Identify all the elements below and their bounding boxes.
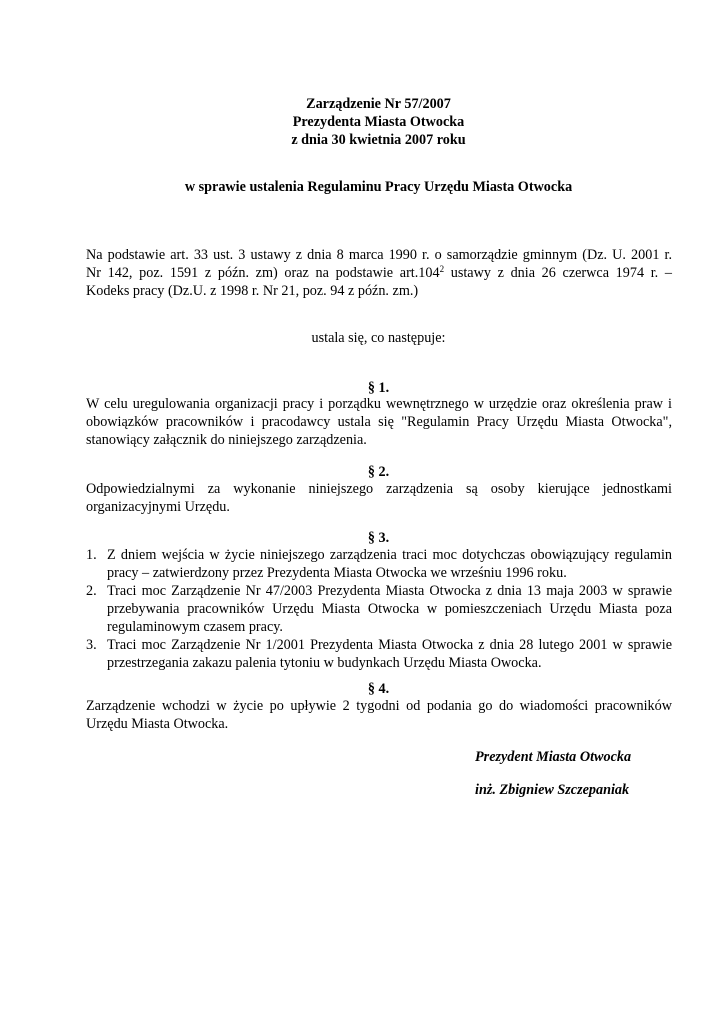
list-item xyxy=(86,636,672,672)
list-item-line: pracy – zatwierdzony przez Prezydenta Miasta Otwocka we wrześniu 1996 roku. xyxy=(107,565,567,581)
section-1-heading: § 1. xyxy=(367,380,390,396)
list-item-number: 1. xyxy=(86,547,97,563)
title-line-1: Zarządzenie Nr 57/2007 xyxy=(306,96,451,112)
section-4-body xyxy=(86,697,672,733)
list-item-number: 2. xyxy=(86,583,97,599)
section-3-heading: § 3. xyxy=(367,530,390,546)
section-1-line: obowiązków pracowników i pracodawcy ustala się "Regulamin Pracy Urzędu Miasta Otwocka", xyxy=(86,414,672,430)
list-item-number: 3. xyxy=(86,637,97,653)
preamble-line-1: Na podstawie art. 33 ust. 3 ustawy z dnia 8 marca 1990 r. o samorządzie gminnym (Dz. U. 2001 r. xyxy=(86,247,672,263)
signature-name: inż. Zbigniew Szczepaniak xyxy=(475,782,630,798)
list-item-line: przebywania pracowników Urzędu Miasta Otwocka w pomieszczeniach Urzędu Miasta poza xyxy=(107,601,672,617)
preamble-superscript: 2 xyxy=(439,264,445,274)
section-2-line: Odpowiedzialnymi za wykonanie niniejszego zarządzenia są osoby kierujące jednostkami xyxy=(86,481,672,497)
preamble-line-2-b: ustawy z dnia 26 czerwca 1974 r. – xyxy=(444,265,672,281)
document-subject: w sprawie ustalenia Regulaminu Pracy Urzędu Miasta Otwocka xyxy=(184,179,573,195)
section-4-heading: § 4. xyxy=(367,681,390,697)
preamble-line-3: Kodeks pracy (Dz.U. z 1998 r. Nr 21, poz. 94 z późn. zm.) xyxy=(86,283,419,299)
preamble-line-2 xyxy=(86,264,672,282)
section-2-line: organizacyjnymi Urzędu. xyxy=(86,499,230,515)
preamble xyxy=(86,246,672,300)
list-item xyxy=(86,546,672,582)
preamble-line-2-a: Nr 142, poz. 1591 z późn. zm) oraz na podstawie art.104 xyxy=(86,265,440,281)
list-item-line: Traci moc Zarządzenie Nr 47/2003 Prezydenta Miasta Otwocka z dnia 13 maja 2003 w sprawie xyxy=(107,583,672,599)
section-1-line: W celu uregulowania organizacji pracy i porządku wewnętrznego w urzędzie oraz określenia praw i xyxy=(86,396,672,412)
signature-title: Prezydent Miasta Otwocka xyxy=(475,749,632,765)
document-title xyxy=(86,95,671,149)
list-item xyxy=(86,582,672,636)
section-4-line: Urzędu Miasta Otwocka. xyxy=(86,716,229,732)
title-line-2: Prezydenta Miasta Otwocka xyxy=(292,114,465,130)
list-item-line: Traci moc Zarządzenie Nr 1/2001 Prezydenta Miasta Otwocka z dnia 28 lutego 2001 w sprawie xyxy=(107,637,672,653)
section-1-body xyxy=(86,395,672,449)
section-1-line: stanowiący załącznik do niniejszego zarządzenia. xyxy=(86,432,367,448)
title-line-3: z dnia 30 kwietnia 2007 roku xyxy=(291,132,466,148)
section-4-line: Zarządzenie wchodzi w życie po upływie 2 tygodni od podania go do wiadomości pracowników xyxy=(86,698,672,714)
section-2-heading: § 2. xyxy=(367,464,390,480)
section-2-body xyxy=(86,480,672,516)
section-3-list xyxy=(86,546,672,672)
list-item-line: regulaminowym czasem pracy. xyxy=(107,619,283,635)
resolution-statement: ustala się, co następuje: xyxy=(311,330,446,346)
list-item-line: Z dniem wejścia w życie niniejszego zarządzenia traci moc dotychczas obowiązujący regulamin xyxy=(107,547,672,563)
list-item-line: przestrzegania zakazu palenia tytoniu w budynkach Urzędu Miasta Owocka. xyxy=(107,655,542,671)
